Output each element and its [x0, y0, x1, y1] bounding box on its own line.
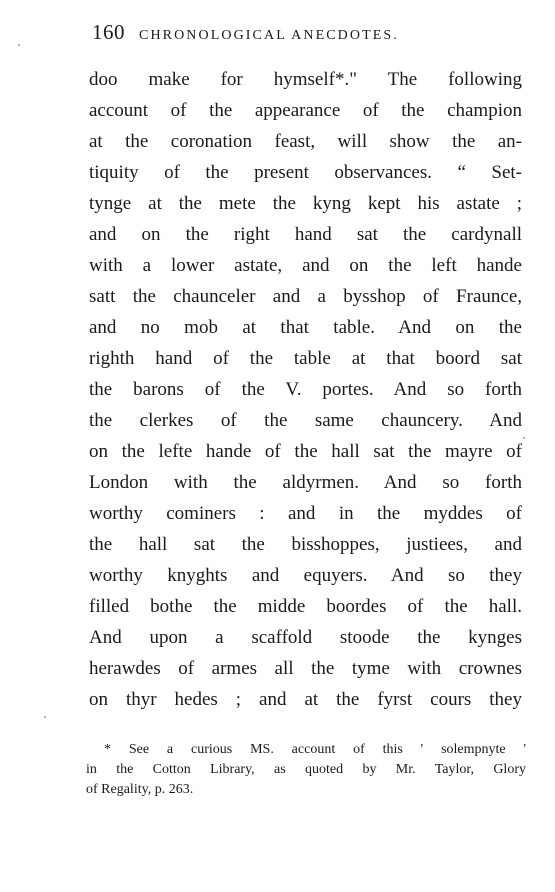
text-line: at the coronation feast, will show the an-: [89, 131, 522, 152]
text-line: the barons of the V. portes. And so forth: [89, 379, 522, 400]
text-line: the clerkes of the same chauncery. And: [89, 410, 522, 431]
text-line: doo make for hymself*." The following: [89, 69, 522, 90]
text-line: and on the right hand sat the cardynall: [89, 224, 522, 245]
text-line: herawdes of armes all the tyme with crownes: [89, 658, 522, 679]
text-line: tiquity of the present observances. “ Set-: [89, 162, 522, 183]
text-line: And upon a scaffold stoode the kynges: [89, 627, 522, 648]
text-line: righth hand of the table at that boord sat: [89, 348, 522, 369]
text-line: the hall sat the bisshoppes, justiees, and: [89, 534, 522, 555]
body-text: [89, 64, 522, 715]
text-line: worthy knyghts and equyers. And so they: [89, 565, 522, 586]
text-line: filled bothe the midde boordes of the hall.: [89, 596, 522, 617]
text-line: on the lefte hande of the hall sat the mayre of: [89, 441, 522, 462]
running-header: [92, 20, 522, 45]
paper-speck: [44, 716, 46, 718]
page-number: 160: [92, 20, 125, 44]
paper-speck: [523, 437, 525, 439]
text-line: on thyr hedes ; and at the fyrst cours they: [89, 689, 522, 710]
text-line: with a lower astate, and on the left hande: [89, 255, 522, 276]
text-line: satt the chaunceler and a bysshop of Fraunce,: [89, 286, 522, 307]
footnote: [86, 740, 526, 800]
footnote-line: in the Cotton Library, as quoted by Mr. Taylor, Glory: [86, 762, 526, 777]
running-title: CHRONOLOGICAL ANECDOTES.: [139, 28, 399, 43]
footnote-line: * See a curious MS. account of this ' solempnyte ': [104, 742, 526, 757]
text-line: account of the appearance of the champion: [89, 100, 522, 121]
text-line: worthy cominers : and in the myddes of: [89, 503, 522, 524]
footnote-line: of Regality, p. 263.: [86, 782, 194, 797]
paper-speck: [18, 44, 20, 46]
text-line: and no mob at that table. And on the: [89, 317, 522, 338]
text-line: tynge at the mete the kyng kept his astate ;: [89, 193, 522, 214]
text-line: London with the aldyrmen. And so forth: [89, 472, 522, 493]
